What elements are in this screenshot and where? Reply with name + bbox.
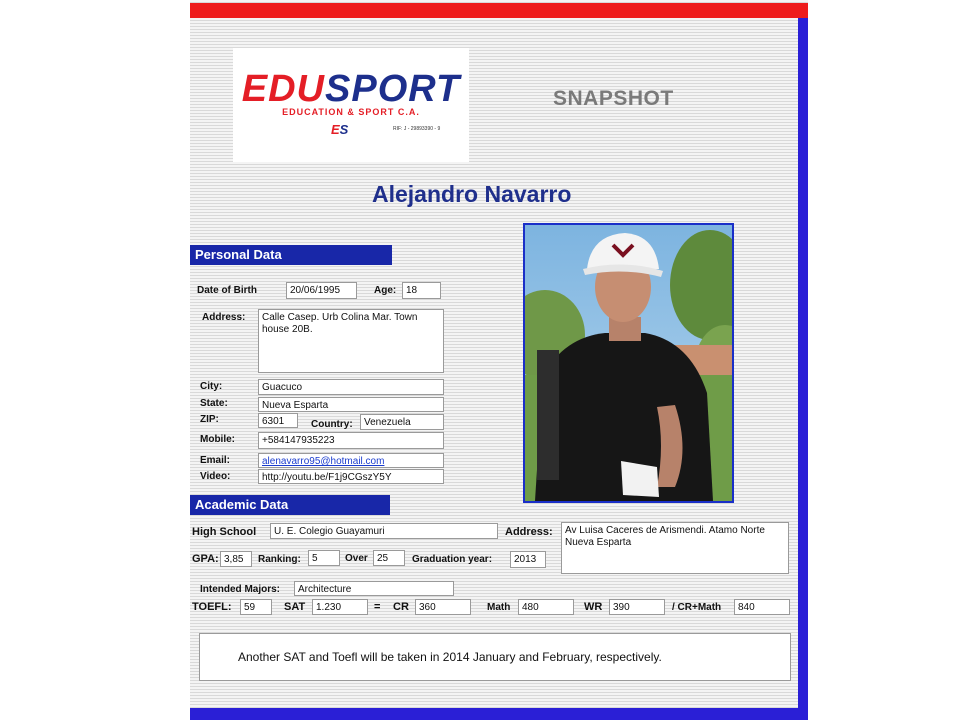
country-field: Venezuela <box>360 414 444 430</box>
graduation-year-label: Graduation year: <box>412 554 493 565</box>
cr-field: 360 <box>415 599 471 615</box>
high-school-field: U. E. Colegio Guayamuri <box>270 523 498 539</box>
student-name: Alejandro Navarro <box>372 181 572 207</box>
mobile-label: Mobile: <box>200 434 235 445</box>
city-label: City: <box>200 381 223 392</box>
math-field: 480 <box>518 599 574 615</box>
snapshot-title: SNAPSHOT <box>553 87 674 110</box>
over-label: Over <box>345 553 368 564</box>
mobile-field: +584147935223 <box>258 432 444 449</box>
logo-rif: RIF: J - 29893390 - 9 <box>393 126 441 132</box>
sat-field: 1.230 <box>312 599 368 615</box>
toefl-field: 59 <box>240 599 272 615</box>
address-field: Calle Casep. Urb Colina Mar. Town house 20B. <box>258 309 444 373</box>
sat-label: SAT <box>284 601 306 613</box>
snapshot-sheet <box>190 0 808 720</box>
zip-label: ZIP: <box>200 414 219 425</box>
school-address-field: Av Luisa Caceres de Arismendi. Atamo Norte Nueva Esparta <box>561 522 789 574</box>
dob-field: 20/06/1995 <box>286 282 357 299</box>
country-label: Country: <box>311 419 353 430</box>
top-red-bar <box>190 3 808 18</box>
right-blue-bar <box>798 18 808 720</box>
academic-data-header: Academic Data <box>190 495 390 515</box>
city-field: Guacuco <box>258 379 444 395</box>
graduation-year-field: 2013 <box>510 551 546 568</box>
logo-wordmark: EDUSPORT <box>241 68 461 110</box>
student-photo <box>523 223 734 503</box>
toefl-label: TOEFL: <box>192 601 232 613</box>
age-field: 18 <box>402 282 441 299</box>
cr-label: CR <box>393 601 409 613</box>
video-link[interactable]: http://youtu.be/F1j9CGszY5Y <box>258 469 444 484</box>
math-label: Math <box>487 602 511 613</box>
gpa-field: 3,85 <box>220 551 252 567</box>
wr-label: WR <box>584 601 603 613</box>
video-label: Video: <box>200 471 231 482</box>
school-address-label: Address: <box>505 526 553 538</box>
intended-majors-field: Architecture <box>294 581 454 596</box>
ranking-label: Ranking: <box>258 554 301 565</box>
high-school-label: High School <box>192 526 257 538</box>
edusport-logo <box>233 48 469 162</box>
gpa-label: GPA: <box>192 553 219 565</box>
notes-text: Another SAT and Toefl will be taken in 2014 January and February, respectively. <box>238 650 662 664</box>
state-field: Nueva Esparta <box>258 397 444 412</box>
logo-monogram: ES <box>331 122 349 137</box>
address-label: Address: <box>202 312 246 323</box>
email-link[interactable]: alenavarro95@hotmail.com <box>258 453 444 468</box>
personal-data-header: Personal Data <box>190 245 392 265</box>
zip-field: 6301 <box>258 413 298 428</box>
golfer-photo-illustration <box>525 225 732 501</box>
email-label: Email: <box>200 455 231 466</box>
bottom-blue-bar <box>190 708 798 720</box>
intended-majors-label: Intended Majors: <box>200 584 281 595</box>
equals-label: = <box>374 601 381 613</box>
over-field: 25 <box>373 550 405 566</box>
notes-box <box>199 633 791 681</box>
logo-subtitle: EDUCATION & SPORT C.A. <box>282 107 420 117</box>
state-label: State: <box>200 398 228 409</box>
cr-math-field: 840 <box>734 599 790 615</box>
age-label: Age: <box>374 285 397 296</box>
wr-field: 390 <box>609 599 665 615</box>
dob-label: Date of Birth <box>197 285 257 296</box>
cr-math-label: / CR+Math <box>672 602 722 613</box>
ranking-field: 5 <box>308 550 340 566</box>
